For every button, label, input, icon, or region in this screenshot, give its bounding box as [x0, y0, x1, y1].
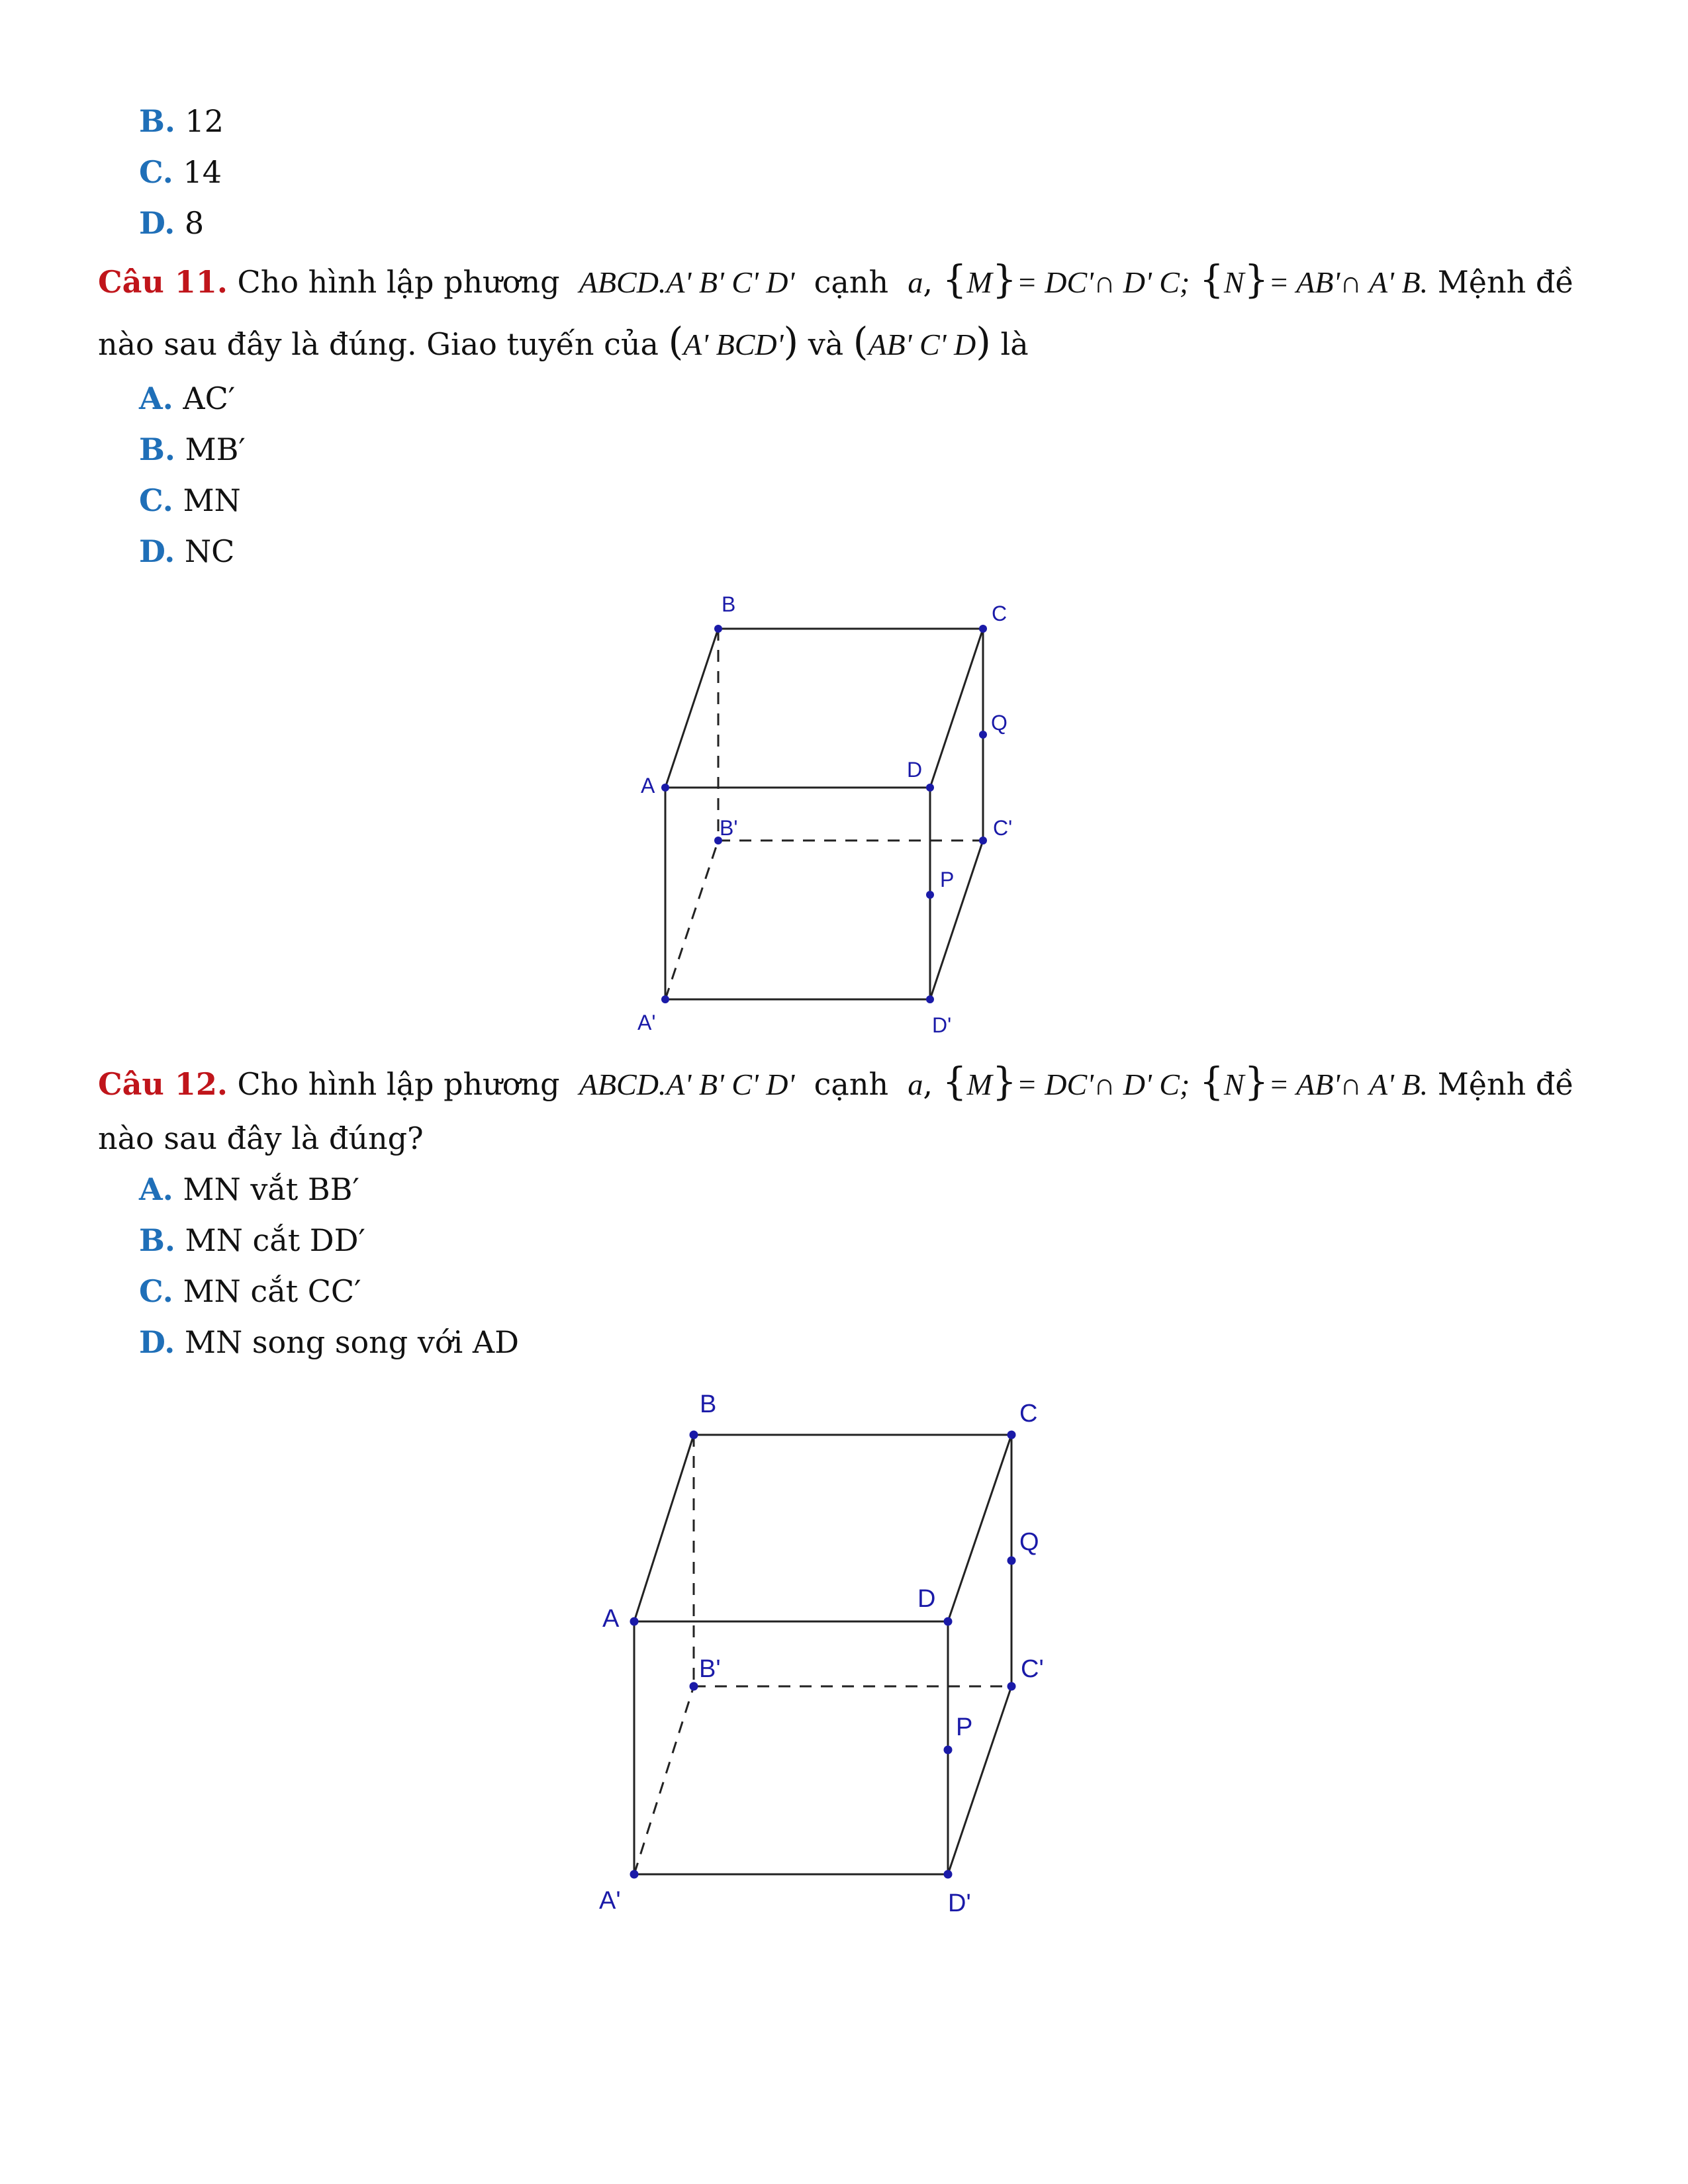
fig1-label-c1: C'	[993, 816, 1013, 840]
fig2-point-c	[1008, 1431, 1016, 1439]
fig1-label-c: C	[992, 602, 1008, 625]
prev-option-c: C. 14	[139, 154, 222, 190]
q11-cube: ABCD.A' B' C' D'	[579, 265, 795, 299]
fig1-label-b1: B'	[720, 816, 738, 840]
q12-option-a: A. MN vắt BB′	[139, 1171, 359, 1207]
q12-cube: ABCD.A' B' C' D'	[579, 1068, 795, 1101]
fig2-hidden-a1b1	[634, 1686, 694, 1874]
fig2-point-c1	[1008, 1682, 1016, 1691]
fig2-point-q	[1008, 1557, 1016, 1565]
q12-option-c: C. MN cắt CC′	[139, 1273, 361, 1309]
prev-option-d: D. 8	[139, 205, 205, 241]
fig1-label-a: A	[641, 774, 655, 797]
fig1-label-a1: A'	[637, 1011, 656, 1034]
q11-option-a: A. AC′	[139, 381, 236, 416]
fig2-label-a1: A'	[599, 1887, 621, 1915]
fig2-point-a1	[630, 1870, 639, 1879]
fig2-point-d1	[944, 1870, 953, 1879]
fig2-point-d	[944, 1617, 953, 1626]
fig1-label-d: D	[907, 758, 923, 782]
fig2-label-d: D	[917, 1585, 936, 1613]
fig2-point-p	[944, 1746, 953, 1754]
fig2-label-c: C	[1019, 1400, 1038, 1428]
fig1-label-p: P	[940, 868, 955, 891]
fig1-label-b: B	[722, 592, 736, 616]
fig2-label-a: A	[602, 1605, 620, 1633]
fig2-edge-dc	[948, 1435, 1011, 1621]
q12-line-2: nào sau đây là đúng?	[98, 1120, 424, 1156]
fig2-label-b: B	[700, 1390, 717, 1418]
fig2-label-q: Q	[1019, 1528, 1039, 1556]
prev-option-b: B. 12	[139, 103, 224, 139]
fig2-label-b1: B'	[699, 1655, 721, 1683]
q11-label: Câu 11.	[98, 264, 228, 300]
q11-option-d: D. NC	[139, 533, 235, 569]
fig2-point-a	[630, 1617, 639, 1626]
q12-label: Câu 12.	[98, 1066, 228, 1102]
q11-line-2: nào sau đây là đúng. Giao tuyến của (A' BCD') và (AB' C' D) là	[98, 319, 1029, 364]
fig1-label-d1: D'	[932, 1013, 952, 1037]
fig2-edge-ab	[634, 1435, 694, 1621]
q11-option-b: B. MB′	[139, 432, 246, 467]
fig2-point-b	[690, 1431, 698, 1439]
fig2-point-b1	[690, 1682, 698, 1691]
fig2-label-d1: D'	[948, 1889, 971, 1917]
q12-option-d: D. MN song song với AD	[139, 1324, 519, 1360]
fig2-label-p: P	[956, 1713, 973, 1741]
q11-option-c: C. MN	[139, 482, 241, 518]
q12-line-1: Câu 12. Cho hình lập phương ABCD.A' B' C' D' cạnh a, {M}= DC'∩ D' C; {N}= AB'∩ A' B. Mệnh đề	[98, 1059, 1574, 1104]
fig2-label-c1: C'	[1021, 1655, 1044, 1683]
fig1-label-q: Q	[991, 711, 1008, 735]
q12-option-b: B. MN cắt DD′	[139, 1222, 366, 1258]
q11-line-1: Câu 11. Cho hình lập phương ABCD.A' B' C' D' cạnh a, {M}= DC'∩ D' C; {N}= AB'∩ A' B. Mệnh đề	[98, 257, 1574, 302]
